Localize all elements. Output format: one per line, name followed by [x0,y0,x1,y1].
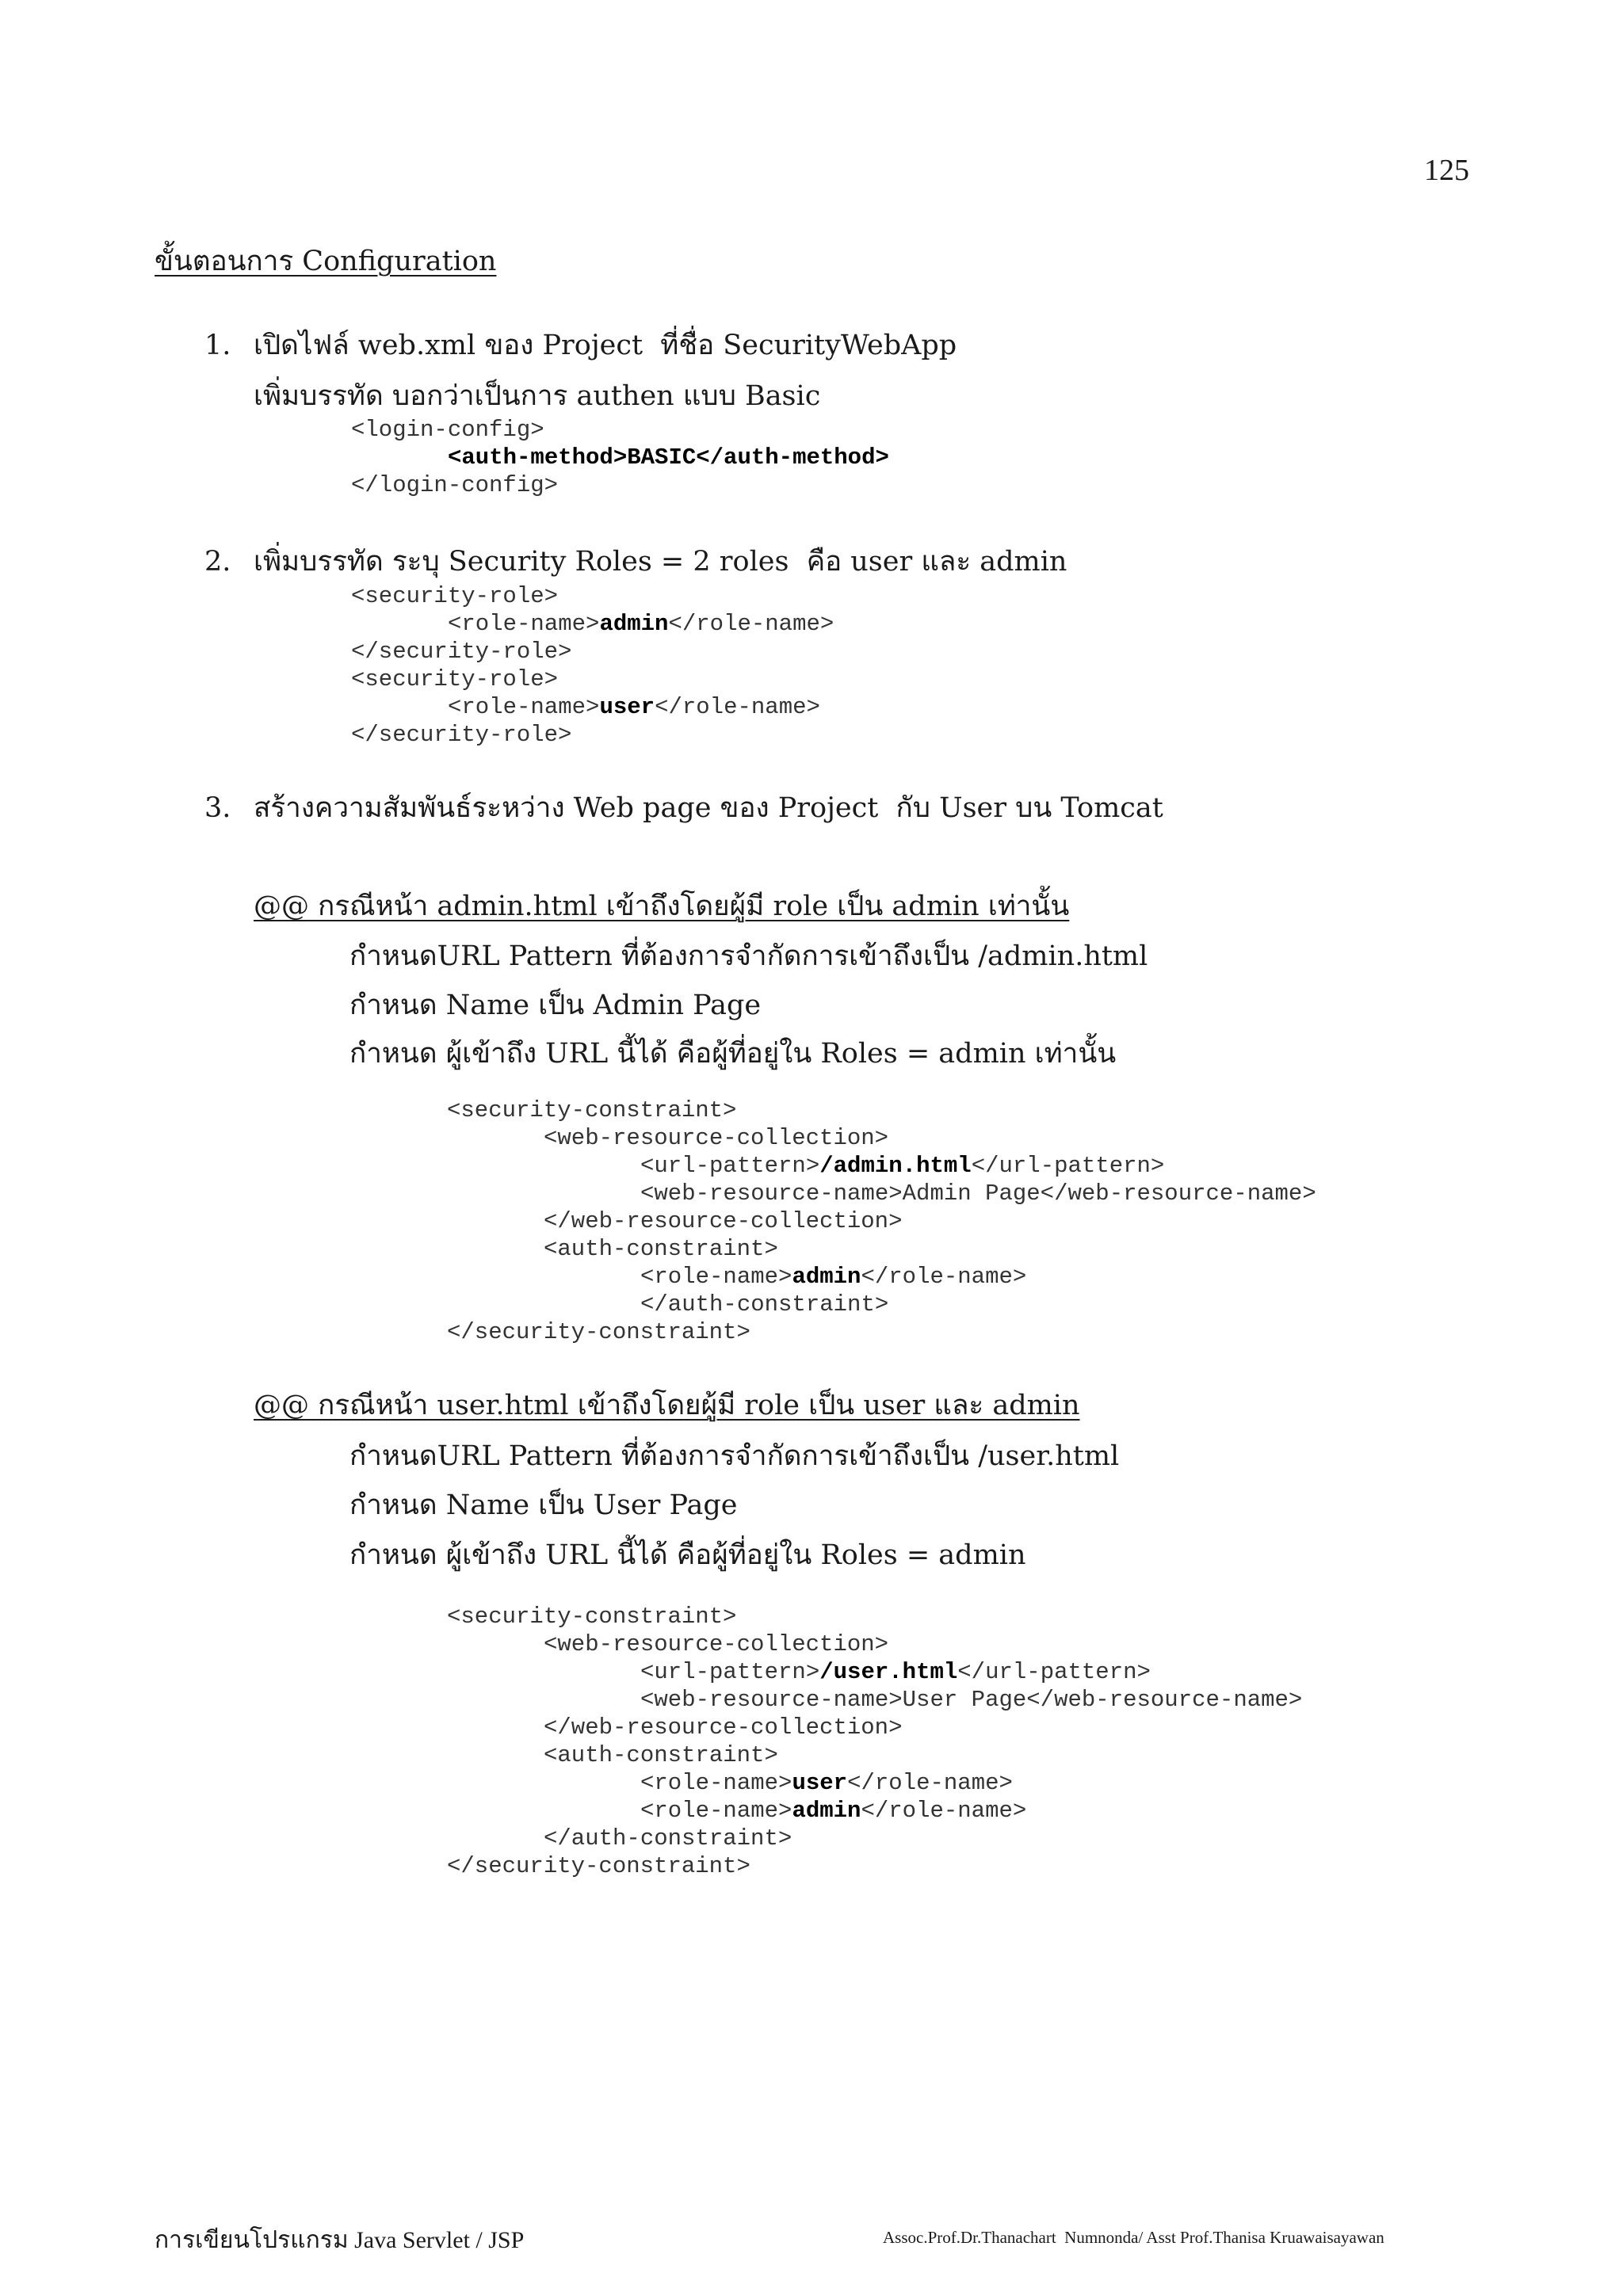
code-line: <role-name>user</role-name> [448,694,820,720]
case-user-line: กำหนดURL Pattern ที่ต้องการจำกัดการเข้าถึงเป็น /user.html [349,1440,1120,1472]
code-line: <role-name>admin</role-name> [640,1798,1027,1824]
code-line: <web-resource-collection> [544,1631,889,1657]
code-line: </web-resource-collection> [544,1714,903,1741]
code-line: <url-pattern>/admin.html</url-pattern> [640,1153,1165,1179]
code-line: <role-name>admin</role-name> [448,611,834,637]
footer-left: การเขียนโปรแกรม Java Servlet / JSP [155,2227,525,2253]
code-line: </login-config> [351,472,559,498]
step1-desc: เพิ่มบรรทัด บอกว่าเป็นการ authen แบบ Basic [254,380,821,412]
code-line: <role-name>admin</role-name> [640,1264,1027,1290]
code-line: <url-pattern>/user.html</url-pattern> [640,1659,1151,1685]
code-line: </security-constraint> [447,1853,750,1879]
code-line: <security-constraint> [447,1097,737,1123]
step3-number: 3. [204,792,231,824]
code-line: <auth-constraint> [544,1236,778,1262]
code-line: <security-role> [351,583,559,609]
code-line: <web-resource-name>Admin Page</web-resource-name> [640,1180,1316,1207]
step2-number: 2. [204,546,231,578]
page-number: 125 [1424,154,1469,187]
case-admin-title: @@ กรณีหน้า admin.html เข้าถึงโดยผู้มี role เป็น admin เท่านั้น [254,891,1070,922]
code-line: <login-config> [351,417,544,443]
code-line: <auth-method>BASIC</auth-method> [448,444,889,471]
step1-number: 1. [204,330,231,361]
case-admin-line: กำหนด ผู้เข้าถึง URL นี้ได้ คือผู้ที่อยู่ใน Roles = admin เท่านั้น [349,1038,1117,1070]
case-admin-line: กำหนด Name เป็น Admin Page [349,990,762,1021]
code-line: <web-resource-name>User Page</web-resource-name> [640,1687,1303,1713]
code-line: </security-constraint> [447,1319,750,1345]
footer-right: Assoc.Prof.Dr.Thanachart Numnonda/ Asst Prof.Thanisa Kruawaisayawan [883,2228,1384,2247]
code-line: <security-role> [351,666,559,692]
code-line: </security-role> [351,722,572,748]
case-user-line: กำหนด ผู้เข้าถึง URL นี้ได้ คือผู้ที่อยู่ใน Roles = admin [349,1539,1026,1571]
code-line: </auth-constraint> [640,1291,889,1318]
code-line: </security-role> [351,639,572,665]
code-line: <role-name>user</role-name> [640,1770,1013,1796]
step2-title: เพิ่มบรรทัด ระบุ Security Roles = 2 roles คือ user และ admin [254,546,1067,578]
code-line: </web-resource-collection> [544,1208,903,1234]
step1-title: เปิดไฟล์ web.xml ของ Project ที่ชื่อ SecurityWebApp [254,330,957,361]
step3-title: สร้างความสัมพันธ์ระหว่าง Web page ของ Project กับ User บน Tomcat [254,792,1163,824]
section-heading: ขั้นตอนการ Configuration [155,246,497,277]
code-line: <auth-constraint> [544,1742,778,1768]
code-line: <web-resource-collection> [544,1125,889,1151]
code-line: </auth-constraint> [544,1825,792,1852]
case-user-title: @@ กรณีหน้า user.html เข้าถึงโดยผู้มี role เป็น user และ admin [254,1390,1080,1421]
code-line: <security-constraint> [447,1604,737,1630]
case-user-line: กำหนด Name เป็น User Page [349,1489,738,1521]
case-admin-line: กำหนดURL Pattern ที่ต้องการจำกัดการเข้าถึงเป็น /admin.html [349,940,1148,972]
